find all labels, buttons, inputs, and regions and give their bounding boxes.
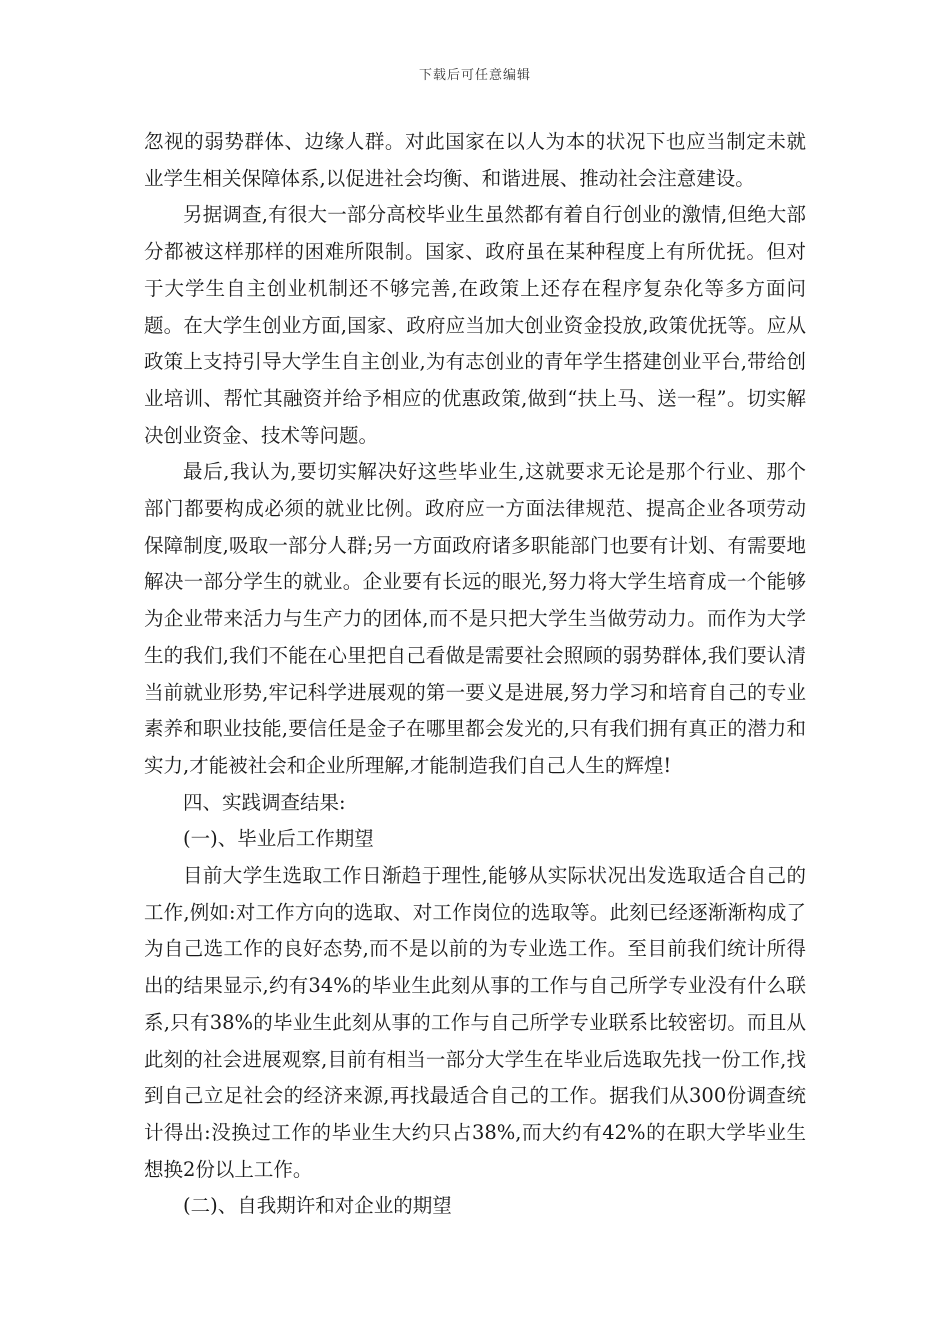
section-heading-results: 四、实践调查结果: — [183, 790, 346, 814]
document-body — [144, 124, 806, 1225]
paragraph-conclusion: 最后,我认为,要切实解决好这些毕业生,这就要求无论是那个行业、那个部门都要构成必须的就业比例。政府应一方面法律规范、提高企业各项劳动保障制度,吸取一部分人群;另一方面政府诸多职能部门也要有计划、有需要地解决一部分学生的就业。企业要有长远的眼光,努力将大学生培育成一个能够为企业带来活力与生产力的团体,而不是只把大学生当做劳动力。而作为大学生的我们,我们不能在心里把自己看做是需要社会照顾的弱势群体,我们要认清当前就业形势,牢记科学进展观的第一要义是进展,努力学习和培育自己的专业素养和职业技能,要信任是金子在哪里都会发光的,只有我们拥有真正的潜力和实力,才能被社会和企业所理解,才能制造我们自己人生的辉煌! — [144, 460, 806, 777]
subsection-heading-self-expectation: (二)、自我期许和对企业的期望 — [183, 1194, 452, 1218]
paragraph-entrepreneurship: 另据调查,有很大一部分高校毕业生虽然都有着自行创业的激情,但绝大部分都被这样那样的困难所限制。国家、政府虽在某种程度上有所优抚。但对于大学生自主创业机制还不够完善,在政策上还存在程序复杂化等多方面问题。在大学生创业方面,国家、政府应当加大创业资金投放,政策优抚等。应从政策上支持引导大学生自主创业,为有志创业的青年学生搭建创业平台,带给创业培训、帮忙其融资并给予相应的优惠政策,做到“扶上马、送一程”。切实解决创业资金、技术等问题。 — [144, 203, 806, 447]
subsection-heading-expectations: (一)、毕业后工作期望 — [183, 827, 374, 851]
paragraph-job-selection: 目前大学生选取工作日渐趋于理性,能够从实际状况出发选取适合自己的工作,例如:对工作方向的选取、对工作岗位的选取等。此刻已经逐渐渐构成了为自己选工作的良好态势,而不是以前的为专业选工作。至目前我们统计所得出的结果显示,约有34%的毕业生此刻从事的工作与自己所学专业没有什么联系,只有38%的毕业生此刻从事的工作与自己所学专业联系比较密切。而且从此刻的社会进展观察,目前有相当一部分大学生在毕业后选取先找一份工作,找到自己立足社会的经济来源,再找最适合自己的工作。据我们从300份调查统计得出:没换过工作的毕业生大约只占38%,而大约有42%的在职大学毕业生想换2份以上工作。 — [144, 864, 806, 1181]
paragraph-continuation: 忽视的弱势群体、边缘人群。对此国家在以人为本的状况下也应当制定未就业学生相关保障体系,以促进社会均衡、和谐进展、推动社会注意建设。 — [144, 130, 806, 190]
page-header: 下载后可任意编辑 — [418, 68, 531, 83]
